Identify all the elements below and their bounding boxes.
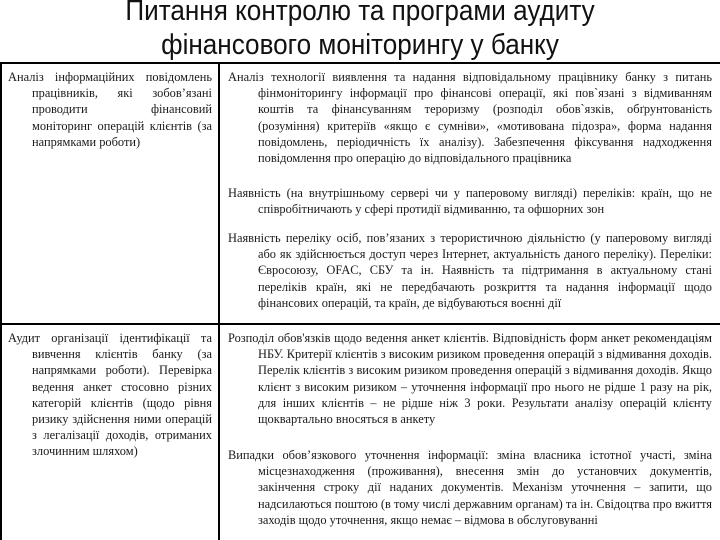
column-divider bbox=[218, 64, 220, 540]
row-1-procedure-3-text: Наявність переліку осіб, пов’язаних з терористичною діяльністю (у паперовому вигляді або як здійснюється доступ через Інтернет, актуальність даного переліку). Переліки: Євросоюзу, OFAC, СБУ та ін. Наявність та підтримання в актуальному стані переліків країн, які не передбачають розкриття та надання інформації щодо фінансових операцій, та країн, де відбуваються воєнні дії bbox=[228, 231, 712, 310]
row-1-procedure-2-text: Наявність (на внутрішньому сервері чи у паперовому вигляді) переліків: країн, що не співробітничають у сфері протидії відмиванню, та офшорних зон bbox=[228, 186, 712, 217]
row-1-topic-cell bbox=[8, 69, 212, 150]
row-1-procedure-2 bbox=[228, 185, 712, 217]
row-2-procedure-1-text: Розподіл обов'язків щодо ведення анкет клієнтів. Відповідність форм анкет рекомендаціям НБУ. Критерії клієнтів з високим ризиком проведення операцій з відмивання доходів. Перелік клієнтів з високим ризиком проведення операцій з відмивання доходів. Якщо клієнт з високим ризиком – уточнення інформації про нього не рідше 1 разу на рік, для інших клієнтів – не рідше ніж 3 роки. Результати аналізу операцій клієнту щоквартально вносяться в анкету bbox=[228, 331, 712, 427]
audit-program-table bbox=[0, 62, 720, 540]
slide-title bbox=[36, 0, 684, 62]
row-2-procedure-2-text: Випадки обов’язкового уточнення інформації: зміна власника істотної участі, зміна місцезнаходження (проживання), внесення змін до установчих документів, закінчення строку дії наданих документів. Механізм уточнення – запити, що надсилаються поштою (в тому числі державним органам) та ін. Свідоцтва про вжиття заходів щодо уточнення, якщо немає – відмова в обслуговуванні bbox=[228, 448, 712, 527]
row-1-topic-text: Аналіз інформаційних повідомлень працівників, які зобов’язані проводити фінансовий моніторинг операцій клієнтів (за напрямками роботи) bbox=[8, 70, 212, 149]
row-2-procedure-1 bbox=[228, 330, 712, 427]
row-1-procedure-1 bbox=[228, 69, 712, 166]
row-1-procedure-1-text: Аналіз технології виявлення та надання відповідальному працівнику банку з питань фінмоніторингу інформації про фінансові операції, які пов`язані з відмиванням коштів та фінансуванням тероризму (розподіл обов`язків, обґрунтованість (розуміння) критеріїв «якщо є сумніви», «мотивована підозра», форма надання повідомлень, періодичність їх аналізу). Забезпечення фіксування надходження повідомлення про операцію до відповідального працівника bbox=[228, 70, 712, 166]
row-divider bbox=[2, 323, 720, 325]
row-2-topic-cell bbox=[8, 330, 212, 460]
slide-title-line-1: Питання контролю та програми аудиту bbox=[125, 0, 595, 27]
row-2-procedure-2 bbox=[228, 447, 712, 528]
row-1-procedure-3 bbox=[228, 230, 712, 311]
row-2-topic-text: Аудит організації ідентифікації та вивчення клієнтів банку (за напрямками роботи). Перевірка ведення анкет стосовно різних категорій клієнтів (щодо рівня ризику здійснення ними операцій з легалізації доходів, отриманих злочинним шляхом) bbox=[8, 331, 212, 459]
slide-title-line-2: фінансового моніторингу у банку bbox=[161, 29, 559, 61]
